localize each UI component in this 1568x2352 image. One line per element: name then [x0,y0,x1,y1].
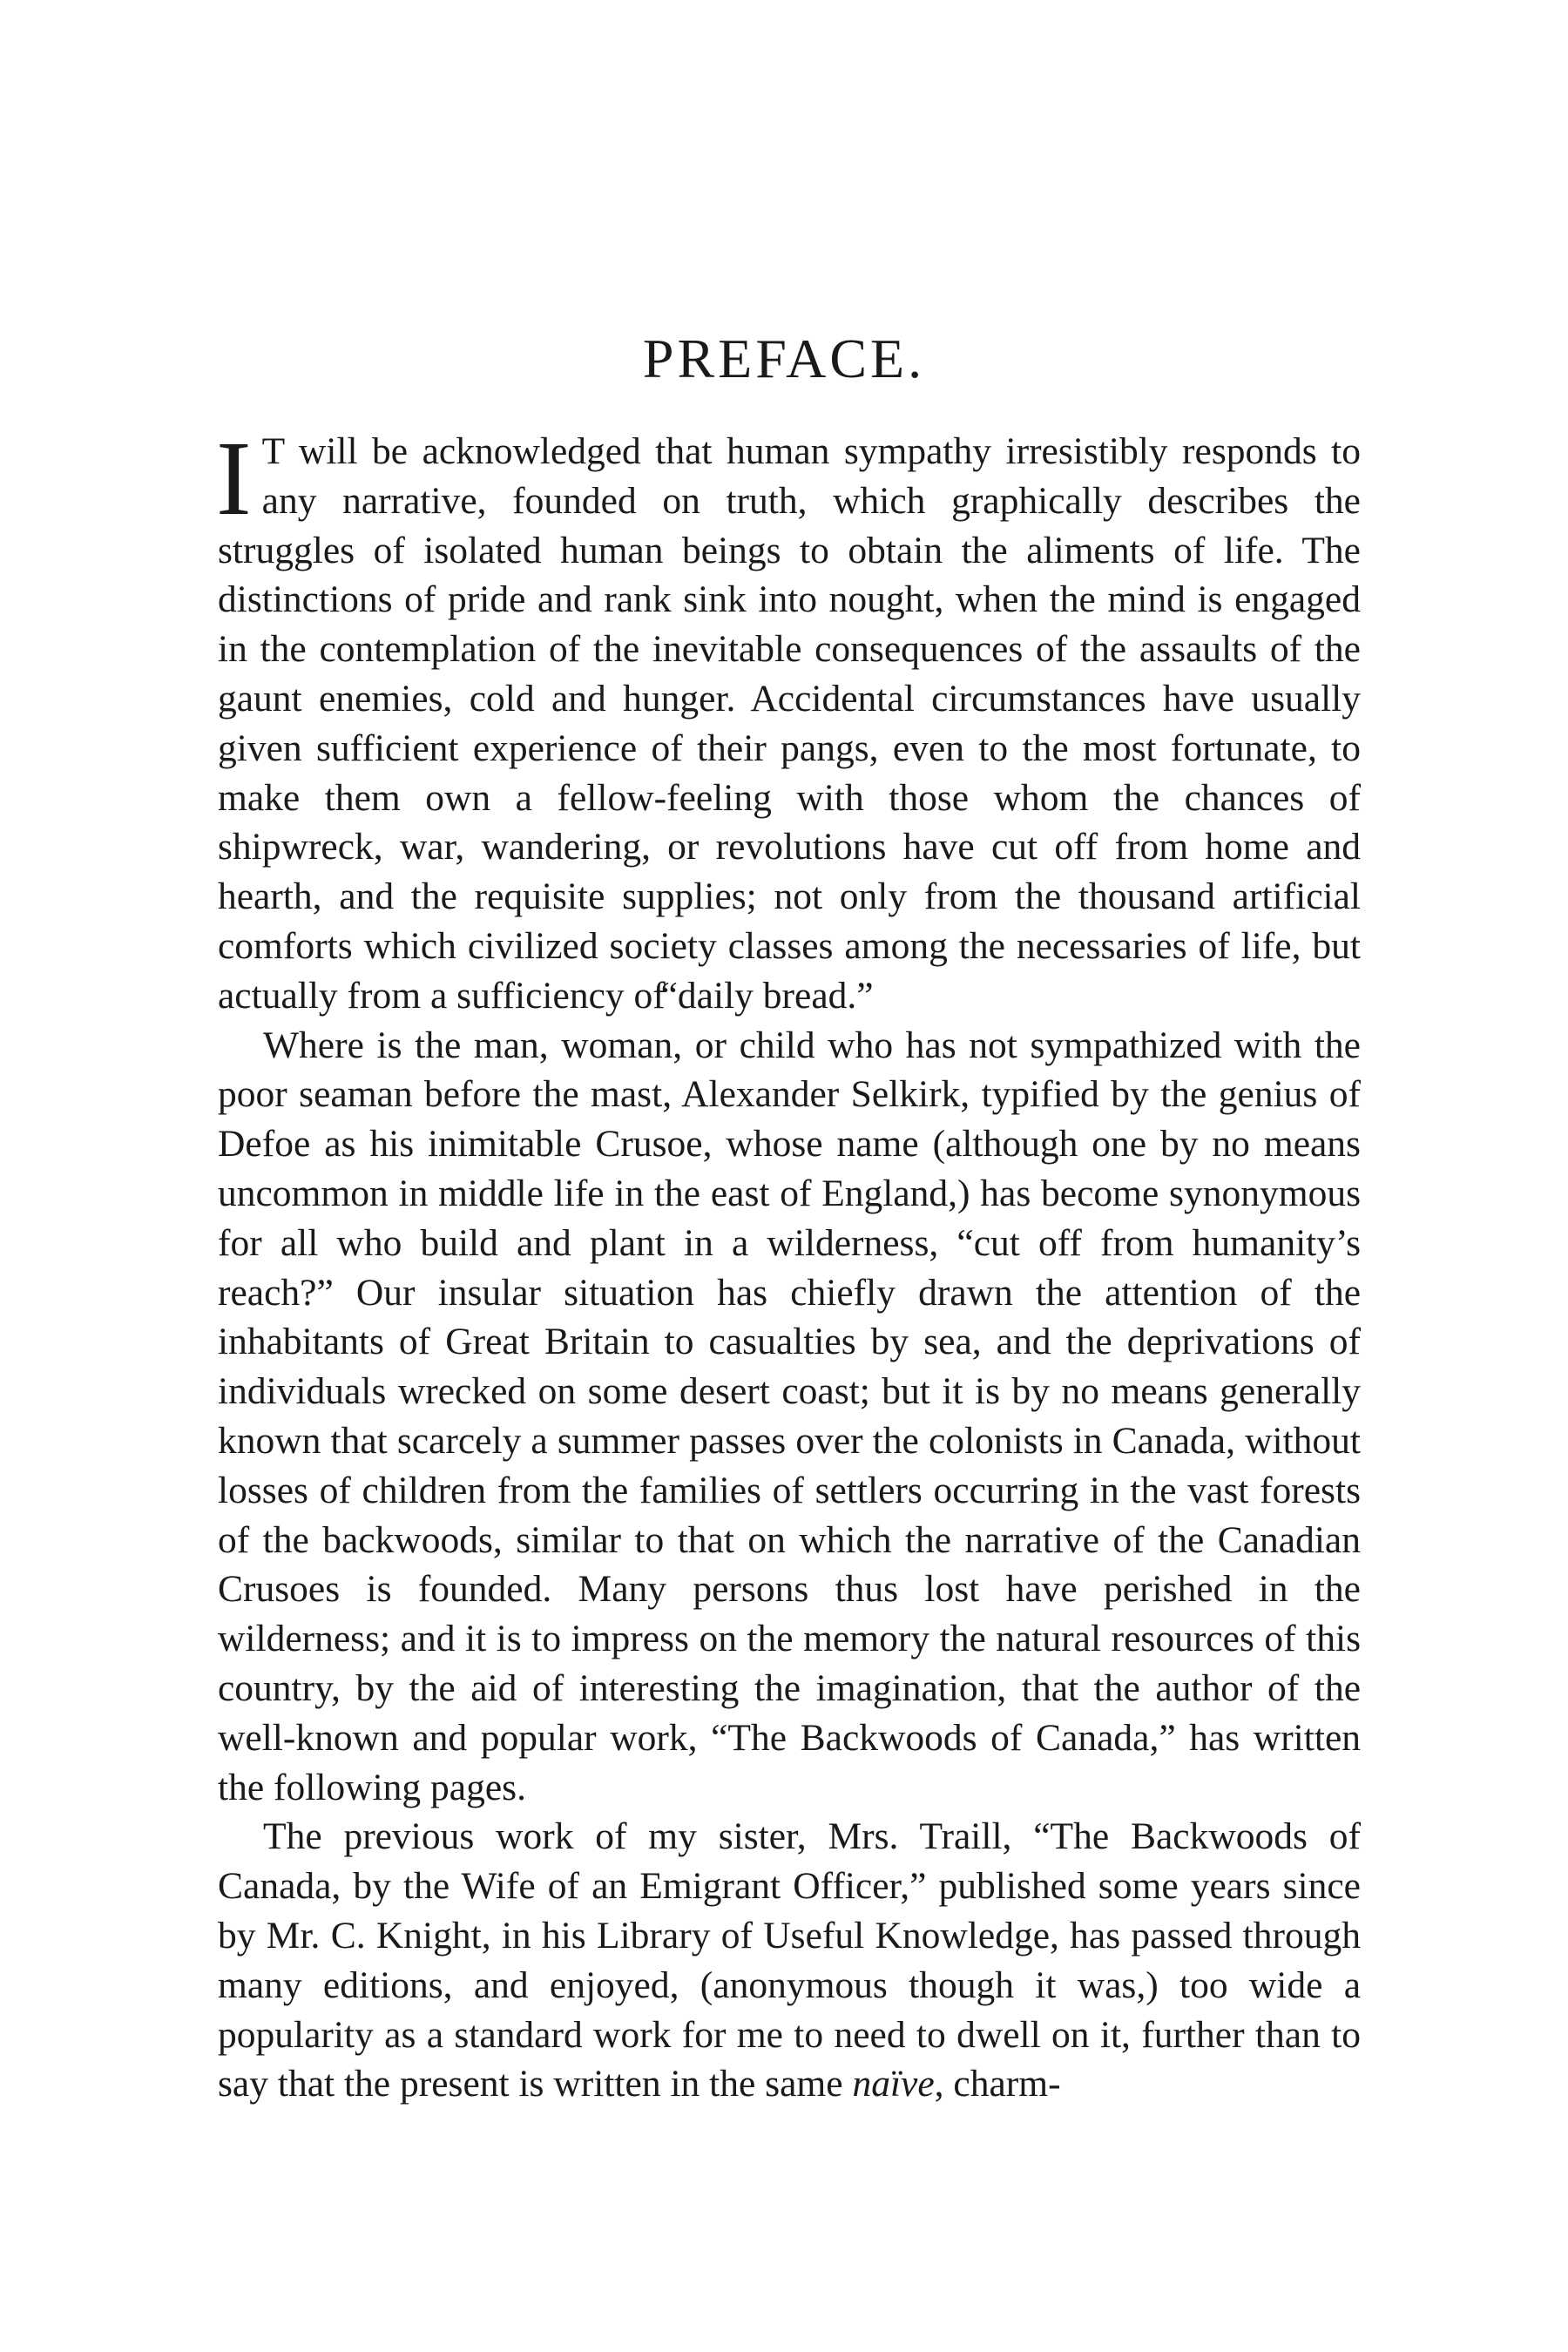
italic-word: naïve [852,2063,935,2105]
paragraph-1-text: T will be acknowledged that human sympathy irresistibly responds to any narrative, founded on truth, which graphically describes the struggles of isolated human beings to obtain the aliments of life. The distinctions of pride and rank sink into nought, when the mind is engaged in the contemplation of the inevitable consequences of the assaults of the gaunt enemies, cold and hunger. Accidental circumstances have usually given sufficient experience of their pangs, even to the most fortunate, to make them own a fellow-feeling with those whom the chances of shipwreck, war, wandering, or revolutions have cut off from home and hearth, and the requisite supplies; not only from the thousand artificial comforts which civilized society classes among the necessaries of life, but actually from a sufficiency of [218,430,1361,1017]
paragraph-1-tail: “daily bread.” [660,974,874,1017]
drop-cap: I [216,420,252,537]
paragraph-3 [218,1812,1361,2109]
paragraph-1 [216,420,1361,1021]
paragraph-3-end: , charm- [934,2063,1061,2105]
paragraph-2-text: Where is the man, woman, or child who has not sympathized with the poor seaman before the mast, Alexander Selkirk, typified by the genius of Defoe as his inimitable Crusoe, whose name (although one by no means uncommon in middle life in the east of England,) has become synonymous for all who build and plant in a wilderness, “cut off from humanity’s reach?” Our insular situation has chiefly drawn the attention of the inhabitants of Great Britain to casualties by sea, and the deprivations of individuals wrecked on some desert coast; but it is by no means generally known that scarcely a summer passes over the colonists in Canada, without losses of children from the families of settlers occurring in the vast forests of the backwoods, similar to that on which the narrative of the Canadian Crusoes is founded. Many persons thus lost have perished in the wilderness; and it is to impress on the memory the natural resources of this country, by the aid of interesting the imagination, that the author of the well-known and popular work, “The Backwoods of Canada,” has written the following pages. [218,1024,1361,1808]
paragraph-3-text: The previous work of my sister, Mrs. Traill, “The Backwoods of Canada, by the Wife of an Emigrant Officer,” published some years since by Mr. C. Knight, in his Library of Useful Knowledge, has passed through many editions, and enjoyed, (anonymous though it was,) too wide a popularity as a standard work for me to need to dwell on it, further than to say that the present is written in the same [218,1815,1361,2105]
body-text [216,420,1361,2109]
paragraph-2 [218,1021,1361,1813]
page-title: PREFACE. [642,328,926,389]
